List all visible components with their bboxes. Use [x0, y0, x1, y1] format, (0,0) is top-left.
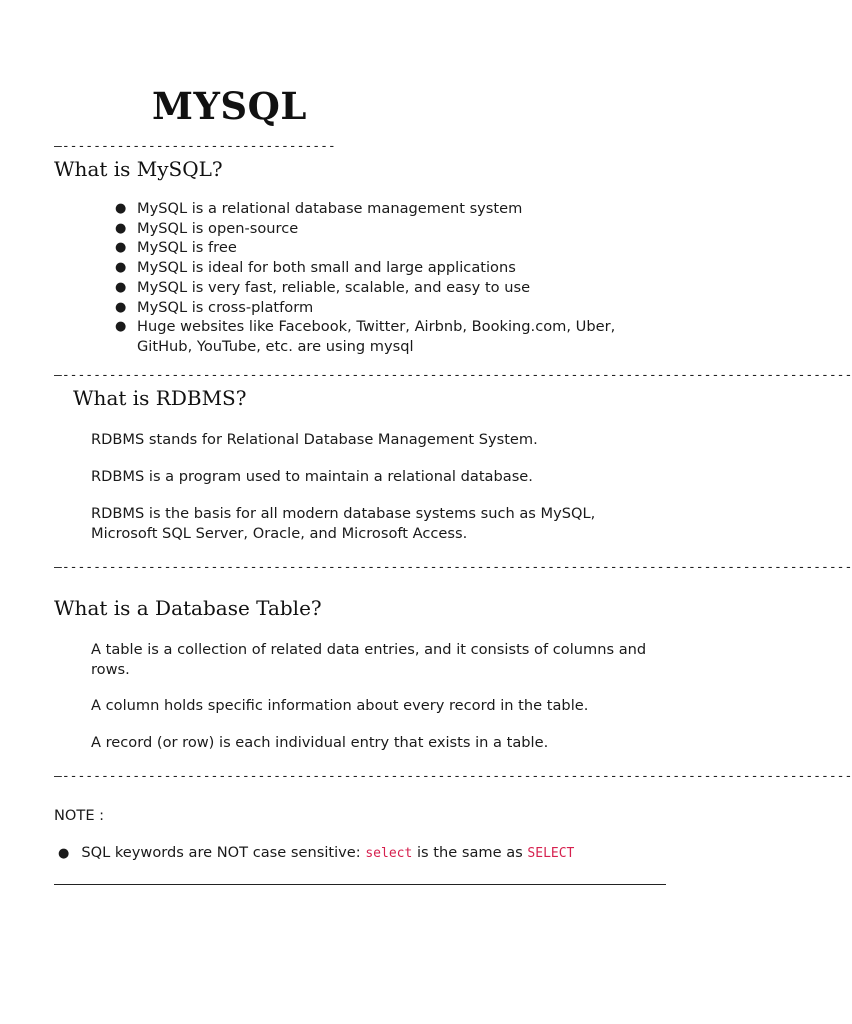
list-item: ● MySQL is ideal for both small and large applications: [115, 259, 516, 277]
heading-what-is-mysql: What is MySQL?: [54, 157, 223, 181]
code-select-lower: select: [365, 846, 413, 861]
table-paragraph-2: A column holds specific information about every record in the table.: [91, 697, 589, 714]
list-item: ● MySQL is open-source: [115, 219, 299, 237]
list-item: ● Huge websites like Facebook, Twitter, Airbnb, Booking.com, Uber,: [115, 318, 616, 336]
bullet-dot-icon: ●: [115, 201, 127, 216]
rdbms-paragraph-2: RDBMS is a program used to maintain a relational database.: [91, 468, 533, 485]
bullet-dot-icon: ●: [115, 260, 127, 276]
note-text-middle: is the same as: [412, 844, 528, 861]
divider-final: [54, 884, 666, 885]
list-item-continuation: GitHub, YouTube, etc. are using mysql: [137, 337, 414, 355]
rdbms-paragraph-3-line-1: RDBMS is the basis for all modern database systems such as MySQL,: [91, 505, 596, 522]
table-paragraph-3: A record (or row) is each individual entry that exists in a table.: [91, 734, 549, 751]
divider-long: —-----------------------------------------------------------------------------------------------------: [54, 368, 852, 383]
list-item: ● MySQL is cross-platform: [115, 298, 314, 316]
page-title: MYSQL: [152, 84, 307, 128]
list-item: ● MySQL is a relational database management system: [115, 200, 523, 217]
rdbms-paragraph-3-line-2: Microsoft SQL Server, Oracle, and Microsoft Access.: [91, 525, 468, 542]
bullet-dot-icon: ●: [115, 279, 127, 295]
table-paragraph-1-line-1: A table is a collection of related data entries, and it consists of columns and: [91, 641, 647, 658]
list-item: ● MySQL is very fast, reliable, scalable, and easy to use: [115, 278, 531, 296]
heading-what-is-rdbms: What is RDBMS?: [73, 386, 247, 410]
divider-long: —-----------------------------------------------------------------------------------------------------: [54, 560, 852, 575]
note-text-before: SQL keywords are NOT case sensitive:: [81, 844, 366, 861]
bullet-dot-icon: ●: [58, 846, 70, 861]
divider-long: —-----------------------------------------------------------------------------------------------------: [54, 769, 852, 784]
bullet-dot-icon: ●: [115, 319, 127, 335]
list-item: ● MySQL is free: [115, 239, 237, 257]
bullet-dot-icon: ●: [115, 240, 127, 256]
bullet-dot-icon: ●: [115, 220, 127, 236]
bullet-dot-icon: ●: [115, 299, 127, 315]
heading-what-is-a-database-table: What is a Database Table?: [54, 596, 322, 620]
note-bullet: [58, 843, 574, 864]
rdbms-paragraph-1: RDBMS stands for Relational Database Management System.: [91, 431, 538, 448]
note-label: NOTE :: [54, 807, 105, 824]
table-paragraph-1-line-2: rows.: [91, 661, 130, 678]
code-select-upper: SELECT: [527, 846, 575, 861]
divider-short: —-----------------------------------: [54, 139, 336, 154]
